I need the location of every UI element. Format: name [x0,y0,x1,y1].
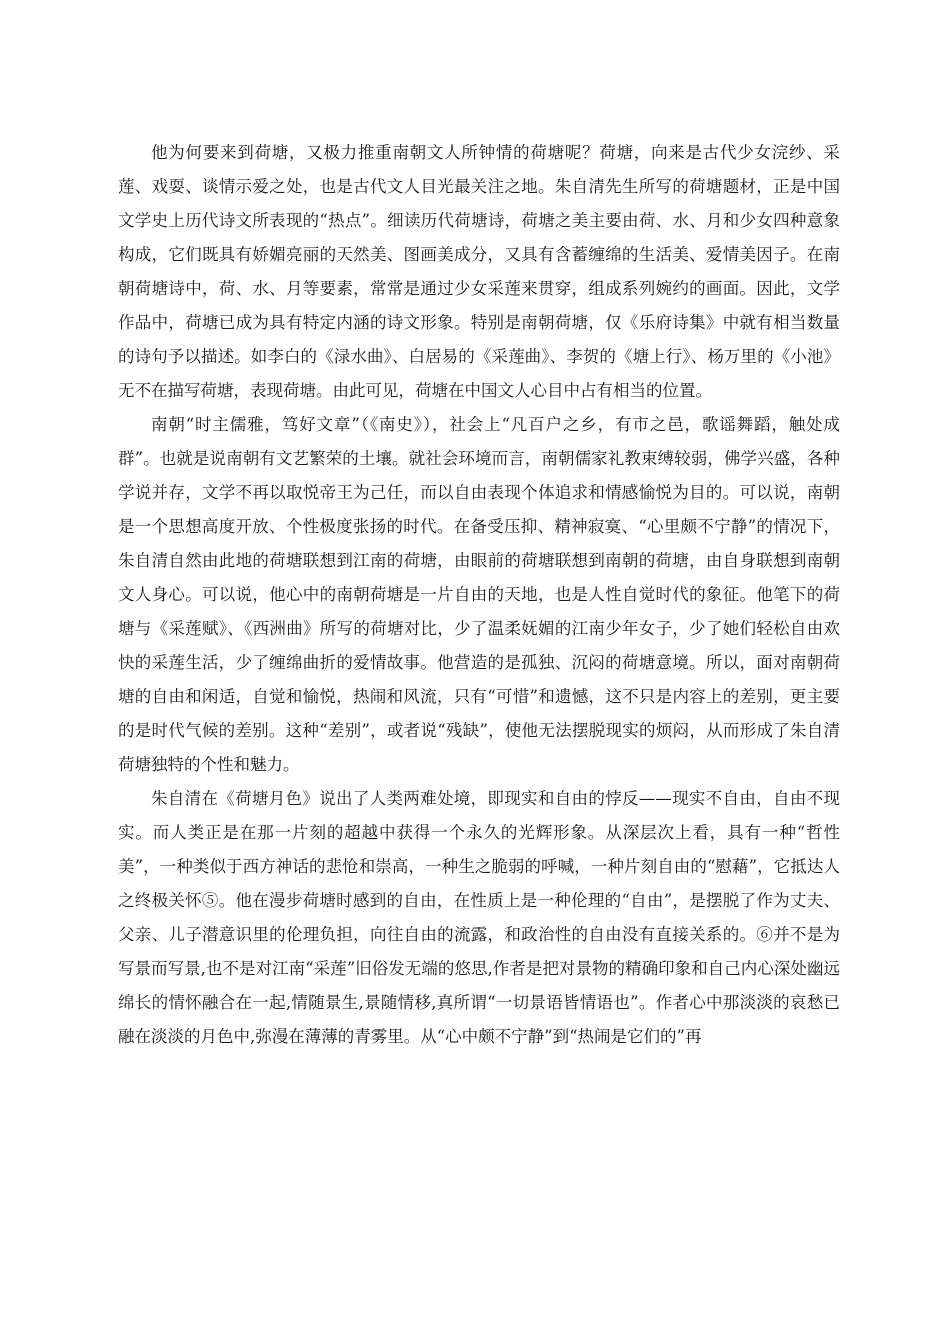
document-body [118,136,840,1054]
paragraph-3: 朱自清在《荷塘月色》说出了人类两难处境，即现实和自由的悖反——现实不自由，自由不现实。而人类正是在那一片刻的超越中获得一个永久的光辉形象。从深层次上看，具有一种“哲性美”，一种类似于西方神话的悲怆和崇高，一种生之脆弱的呼喊，一种片刻自由的“慰藉”，它抵达人之终极关怀⑤。他在漫步荷塘时感到的自由，在性质上是一种伦理的“自由”，是摆脱了作为丈夫、父亲、儿子潜意识里的伦理负担，向往自由的流露，和政治性的自由没有直接关系的。⑥并不是为写景而写景,也不是对江南“采莲”旧俗发无端的悠思,作者是把对景物的精确印象和自己内心深处幽远绵长的情怀融合在一起,情随景生,景随情移,真所谓“一切景语皆情语也”。作者心中那淡淡的哀愁已融在淡淡的月色中,弥漫在薄薄的青雾里。从“心中颇不宁静”到“热闹是它们的”再 [118,789,840,1046]
paragraph-2: 南朝“时主儒雅，笃好文章”（《南史》），社会上“凡百户之乡，有市之邑，歌谣舞蹈，触处成群”。也就是说南朝有文艺繁荣的土壤。就社会环境而言，南朝儒家礼教束缚较弱，佛学兴盛，各种学说并存，文学不再以取悦帝王为己任，而以自由表现个体追求和情感愉悦为目的。可以说，南朝是一个思想高度开放、个性极度张扬的时代。在备受压抑、精神寂寞、“心里颇不宁静”的情况下，朱自清自然由此地的荷塘联想到江南的荷塘，由眼前的荷塘联想到南朝的荷塘，由自身联想到南朝文人身心。可以说，他心中的南朝荷塘是一片自由的天地，也是人性自觉时代的象征。他笔下的荷塘与《采莲赋》、《西洲曲》所写的荷塘对比，少了温柔妩媚的江南少年女子，少了她们轻松自由欢快的采莲生活，少了缠绵曲折的爱情故事。他营造的是孤独、沉闷的荷塘意境。所以，面对南朝荷塘的自由和闲适，自觉和愉悦，热闹和风流，只有“可惜”和遗憾，这不只是内容上的差别，更主要的是时代气候的差别。这种“差别”，或者说“残缺”，使他无法摆脱现实的烦闷，从而形成了朱自清荷塘独特的个性和魅力。 [118,415,840,774]
paragraph-1: 他为何要来到荷塘，又极力推重南朝文人所钟情的荷塘呢？荷塘，向来是古代少女浣纱、采莲、戏耍、谈情示爱之处，也是古代文人目光最关注之地。朱自清先生所写的荷塘题材，正是中国文学史上历代诗文所表现的“热点”。细读历代荷塘诗，荷塘之美主要由荷、水、月和少女四种意象构成，它们既具有娇媚亮丽的天然美、图画美成分，又具有含蓄缠绵的生活美、爱情美因子。在南朝荷塘诗中，荷、水、月等要素，常常是通过少女采莲来贯穿，组成系列婉约的画面。因此，文学作品中，荷塘已成为具有特定内涵的诗文形象。特别是南朝荷塘，仅《乐府诗集》中就有相当数量的诗句予以描述。如李白的《渌水曲》、白居易的《采莲曲》、李贺的《塘上行》、杨万里的《小池》无不在描写荷塘，表现荷塘。由此可见，荷塘在中国文人心目中占有相当的位置。 [118,143,840,400]
